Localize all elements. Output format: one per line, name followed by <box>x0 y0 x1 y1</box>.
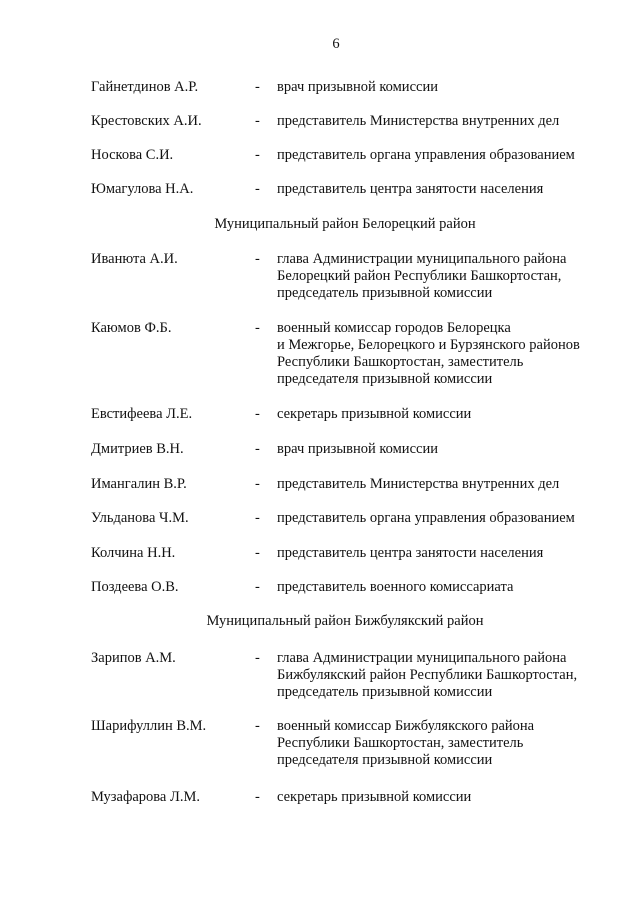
member-name: Крестовских А.И. <box>91 113 202 129</box>
section-heading: Муниципальный район Белорецкий район <box>214 216 476 232</box>
member-dash: - <box>255 251 260 267</box>
role-line: представитель органа управления образованием <box>277 147 575 163</box>
role-line: глава Администрации муниципального района <box>277 251 567 267</box>
role-line: представитель органа управления образованием <box>277 510 575 526</box>
member-name: Юмагулова Н.А. <box>91 181 194 197</box>
role-line: Республики Башкортостан, заместитель <box>277 354 524 370</box>
role-line: Бижбулякский район Республики Башкортостан, <box>277 667 578 683</box>
member-name: Каюмов Ф.Б. <box>91 320 172 336</box>
member-role <box>277 406 617 423</box>
member-dash: - <box>255 79 260 95</box>
member-role <box>277 545 617 562</box>
member-role <box>277 113 617 130</box>
role-line: военный комиссар Бижбулякского района <box>277 718 535 734</box>
role-line: секретарь призывной комиссии <box>277 406 472 422</box>
member-role <box>277 79 617 96</box>
member-dash: - <box>255 181 260 197</box>
member-role <box>277 147 617 164</box>
member-dash: - <box>255 789 260 805</box>
member-name: Музафарова Л.М. <box>91 789 200 805</box>
page-number: 6 <box>332 36 340 52</box>
role-line: военный комиссар городов Белорецка <box>277 320 511 336</box>
role-line: представитель военного комиссариата <box>277 579 514 595</box>
role-line: Белорецкий район Республики Башкортостан, <box>277 268 562 284</box>
member-name: Ульданова Ч.М. <box>91 510 189 526</box>
member-name: Гайнетдинов А.Р. <box>91 79 199 95</box>
member-role <box>277 320 617 388</box>
member-dash: - <box>255 147 260 163</box>
member-dash: - <box>255 510 260 526</box>
member-dash: - <box>255 650 260 666</box>
member-dash: - <box>255 320 260 336</box>
role-line: врач призывной комиссии <box>277 441 438 457</box>
member-name: Зарипов А.М. <box>91 650 176 666</box>
section-heading: Муниципальный район Бижбулякский район <box>206 613 484 629</box>
member-dash: - <box>255 476 260 492</box>
member-dash: - <box>255 718 260 734</box>
member-dash: - <box>255 113 260 129</box>
role-line: врач призывной комиссии <box>277 79 438 95</box>
member-role <box>277 476 617 493</box>
member-role <box>277 251 617 302</box>
member-role <box>277 718 617 769</box>
member-name: Носкова С.И. <box>91 147 174 163</box>
member-role <box>277 579 617 596</box>
role-line: представитель центра занятости населения <box>277 181 544 197</box>
member-role <box>277 510 617 527</box>
member-dash: - <box>255 579 260 595</box>
role-line: председатель призывной комиссии <box>277 285 493 301</box>
member-role <box>277 181 617 198</box>
member-dash: - <box>255 406 260 422</box>
role-line: представитель Министерства внутренних дел <box>277 113 560 129</box>
member-name: Поздеева О.В. <box>91 579 179 595</box>
member-dash: - <box>255 545 260 561</box>
role-line: Республики Башкортостан, заместитель <box>277 735 524 751</box>
member-name: Евстифеева Л.Е. <box>91 406 193 422</box>
role-line: представитель Министерства внутренних дел <box>277 476 560 492</box>
role-line: глава Администрации муниципального района <box>277 650 567 666</box>
role-line: и Межгорье, Белорецкого и Бурзянского районов <box>277 337 580 353</box>
role-line: представитель центра занятости населения <box>277 545 544 561</box>
member-name: Колчина Н.Н. <box>91 545 176 561</box>
role-line: председатель призывной комиссии <box>277 684 493 700</box>
member-name: Дмитриев В.Н. <box>91 441 184 457</box>
role-line: секретарь призывной комиссии <box>277 789 472 805</box>
member-role <box>277 650 617 701</box>
member-name: Шарифуллин В.М. <box>91 718 207 734</box>
member-name: Имангалин В.Р. <box>91 476 187 492</box>
member-role <box>277 441 617 458</box>
member-dash: - <box>255 441 260 457</box>
member-role <box>277 789 617 806</box>
member-name: Иванюта А.И. <box>91 251 178 267</box>
role-line: председателя призывной комиссии <box>277 752 493 768</box>
role-line: председателя призывной комиссии <box>277 371 493 387</box>
